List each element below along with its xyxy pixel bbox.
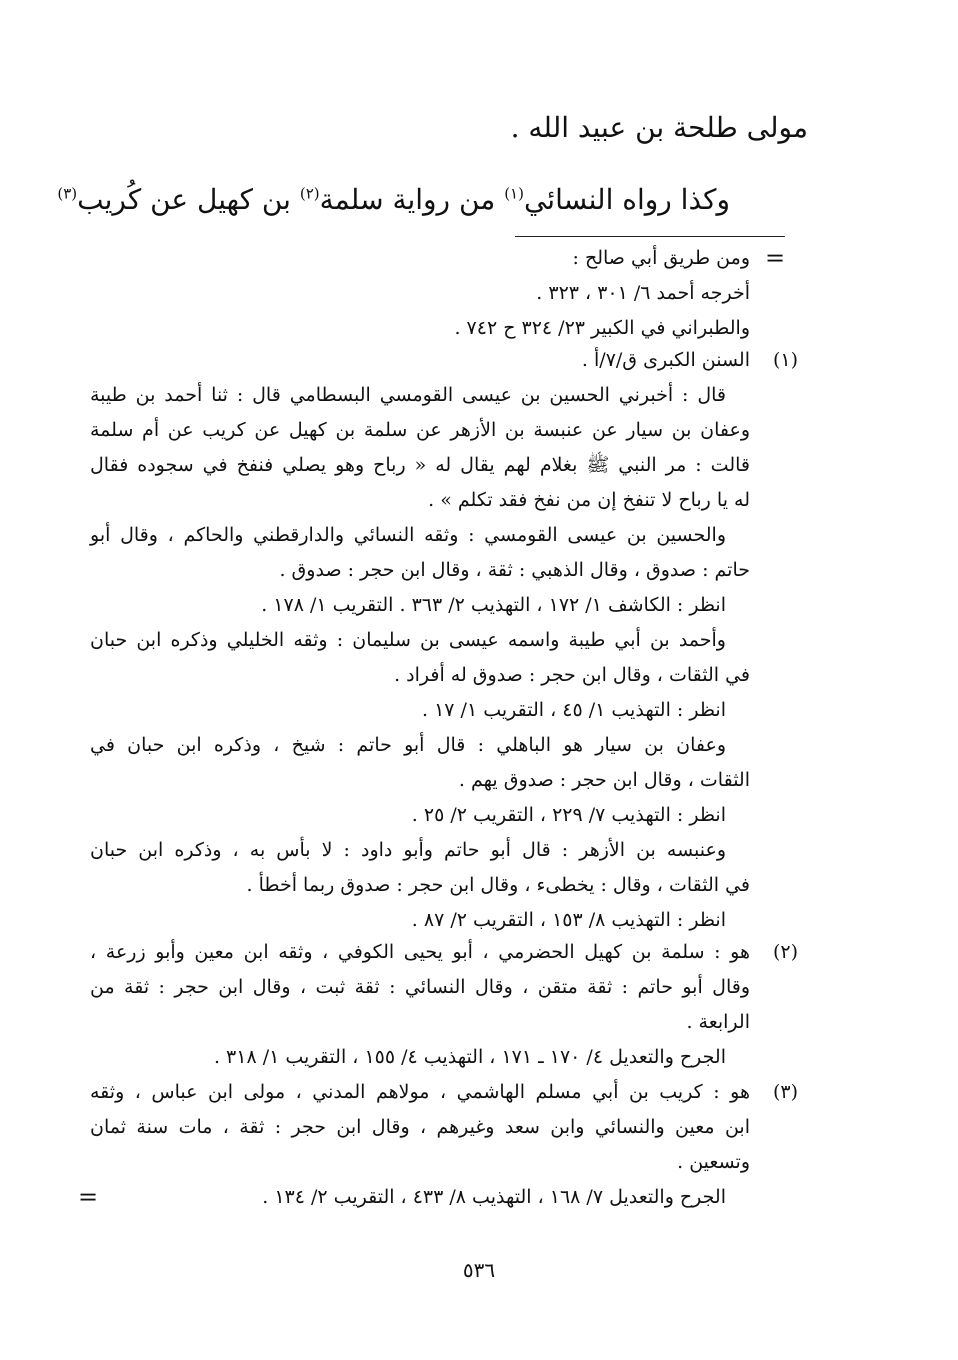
footnote-1-line: وعنبسه بن الأزهر : قال أبو حاتم وأبو داود : لا بأس به ، وذكره ابن حبان	[90, 839, 726, 861]
footnote-1-line: انظر : الكاشف ١/ ١٧٢ ، التهذيب ٢/ ٣٦٣ . التقريب ١/ ١٧٨ .	[261, 594, 726, 616]
footnote-3-line: الجرح والتعديل ٧/ ١٦٨ ، التهذيب ٨/ ٤٣٣ ، التقريب ٢/ ١٣٤ .	[262, 1186, 726, 1208]
footnote-1-line: له يا رباح لا تنفخ إن من نفخ فقد تكلم » .	[428, 489, 750, 511]
page-number: ٥٣٦	[462, 1258, 496, 1282]
footnote-2-line: الرابعة .	[686, 1011, 750, 1033]
continuation-mark-top: =	[765, 244, 786, 272]
footnote-number-3: (٣)	[772, 1081, 798, 1103]
footnote-separator	[515, 236, 785, 237]
footnote-3-line: هو : كريب بن أبي مسلم الهاشمي ، مولاهم المدني ، مولى ابن عباس ، وثقه	[90, 1081, 750, 1103]
footnote-1-line: وأحمد بن أبي طيبة واسمه عيسى بن سليمان : وثقه الخليلي وذكره ابن حبان	[90, 629, 726, 651]
footnote-1-line: انظر : التهذيب ٧/ ٢٢٩ ، التقريب ٢/ ٢٥ .	[411, 804, 726, 826]
footnote-continued-line: ومن طريق أبي صالح :	[572, 247, 750, 269]
footnote-3-line: وتسعين .	[677, 1151, 750, 1173]
footnote-1-line: السنن الكبرى ق/٧/أ .	[581, 349, 750, 371]
footnote-continued-line: أخرجه أحمد ٦/ ٣٠١ ، ٣٢٣ .	[536, 282, 750, 304]
footnote-1-line: وعفان بن سيار عن عنبسة بن الأزهر عن سلمة بن كهيل عن كريب عن أم سلمة	[90, 419, 750, 441]
footnote-ref-2: (٢)	[299, 184, 320, 203]
main-text-segment: بن كهيل عن كُريب	[77, 183, 300, 216]
main-text-segment: من رواية سلمة	[319, 183, 505, 216]
footnote-1-line: في الثقات ، وقال : يخطىء ، وقال ابن حجر : صدوق ربما أخطأ .	[246, 874, 750, 896]
footnote-1-line: قالت : مر النبي ﷺ بغلام لهم يقال له « رباح وهو يصلي فنفخ في سجوده فقال	[90, 454, 750, 476]
footnote-1-line: والحسين بن عيسى القومسي : وثقه النسائي والدارقطني والحاكم ، وقال أبو	[90, 524, 726, 546]
footnote-1-line: في الثقات ، وقال ابن حجر : صدوق له أفراد .	[394, 664, 750, 686]
footnote-1-line: انظر : التهذيب ١/ ٤٥ ، التقريب ١/ ١٧ .	[421, 699, 726, 721]
footnote-1-line: حاتم : صدوق ، وقال الذهبي : ثقة ، وقال ابن حجر : صدوق .	[279, 559, 750, 581]
footnote-1-line: وعفان بن سيار هو الباهلي : قال أبو حاتم : شيخ ، وذكره ابن حبان في	[90, 734, 726, 756]
footnote-2-line: الجرح والتعديل ٤/ ١٧٠ ـ ١٧١ ، التهذيب ٤/ ١٥٥ ، التقريب ١/ ٣١٨ .	[213, 1046, 726, 1068]
footnote-1-line: قال : أخبرني الحسين بن عيسى القومسي البسطامي قال : ثنا أحمد بن طيبة	[90, 384, 726, 406]
footnote-2-line: وقال أبو حاتم : ثقة متقن ، وقال النسائي : ثقة ثبت ، وقال ابن حجر : ثقة من	[90, 976, 750, 998]
main-text-line-1: مولى طلحة بن عبيد الله .	[510, 111, 808, 144]
footnote-3-line: ابن معين والنسائي وابن سعد وغيرهم ، وقال ابن حجر : ثقة ، مات سنة ثمان	[90, 1116, 750, 1138]
footnote-2-line: هو : سلمة بن كهيل الحضرمي ، أبو يحيى الكوفي ، وثقه ابن معين وأبو زرعة ،	[90, 941, 750, 963]
continuation-mark-bottom: =	[78, 1183, 99, 1211]
footnote-continued-line: والطبراني في الكبير ٢٣/ ٣٢٤ ح ٧٤٢ .	[454, 317, 750, 339]
main-text-segment: وكذا رواه النسائي	[523, 183, 730, 216]
footnote-ref-3: (٣)	[57, 184, 78, 203]
footnote-number-2: (٢)	[772, 941, 798, 963]
footnote-number-1: (١)	[772, 349, 798, 371]
footnote-1-line: الثقات ، وقال ابن حجر : صدوق يهم .	[458, 769, 750, 791]
main-text-line-2	[57, 180, 730, 220]
footnote-1-line: انظر : التهذيب ٨/ ١٥٣ ، التقريب ٢/ ٨٧ .	[411, 909, 726, 931]
footnote-ref-1: (١)	[504, 184, 524, 203]
